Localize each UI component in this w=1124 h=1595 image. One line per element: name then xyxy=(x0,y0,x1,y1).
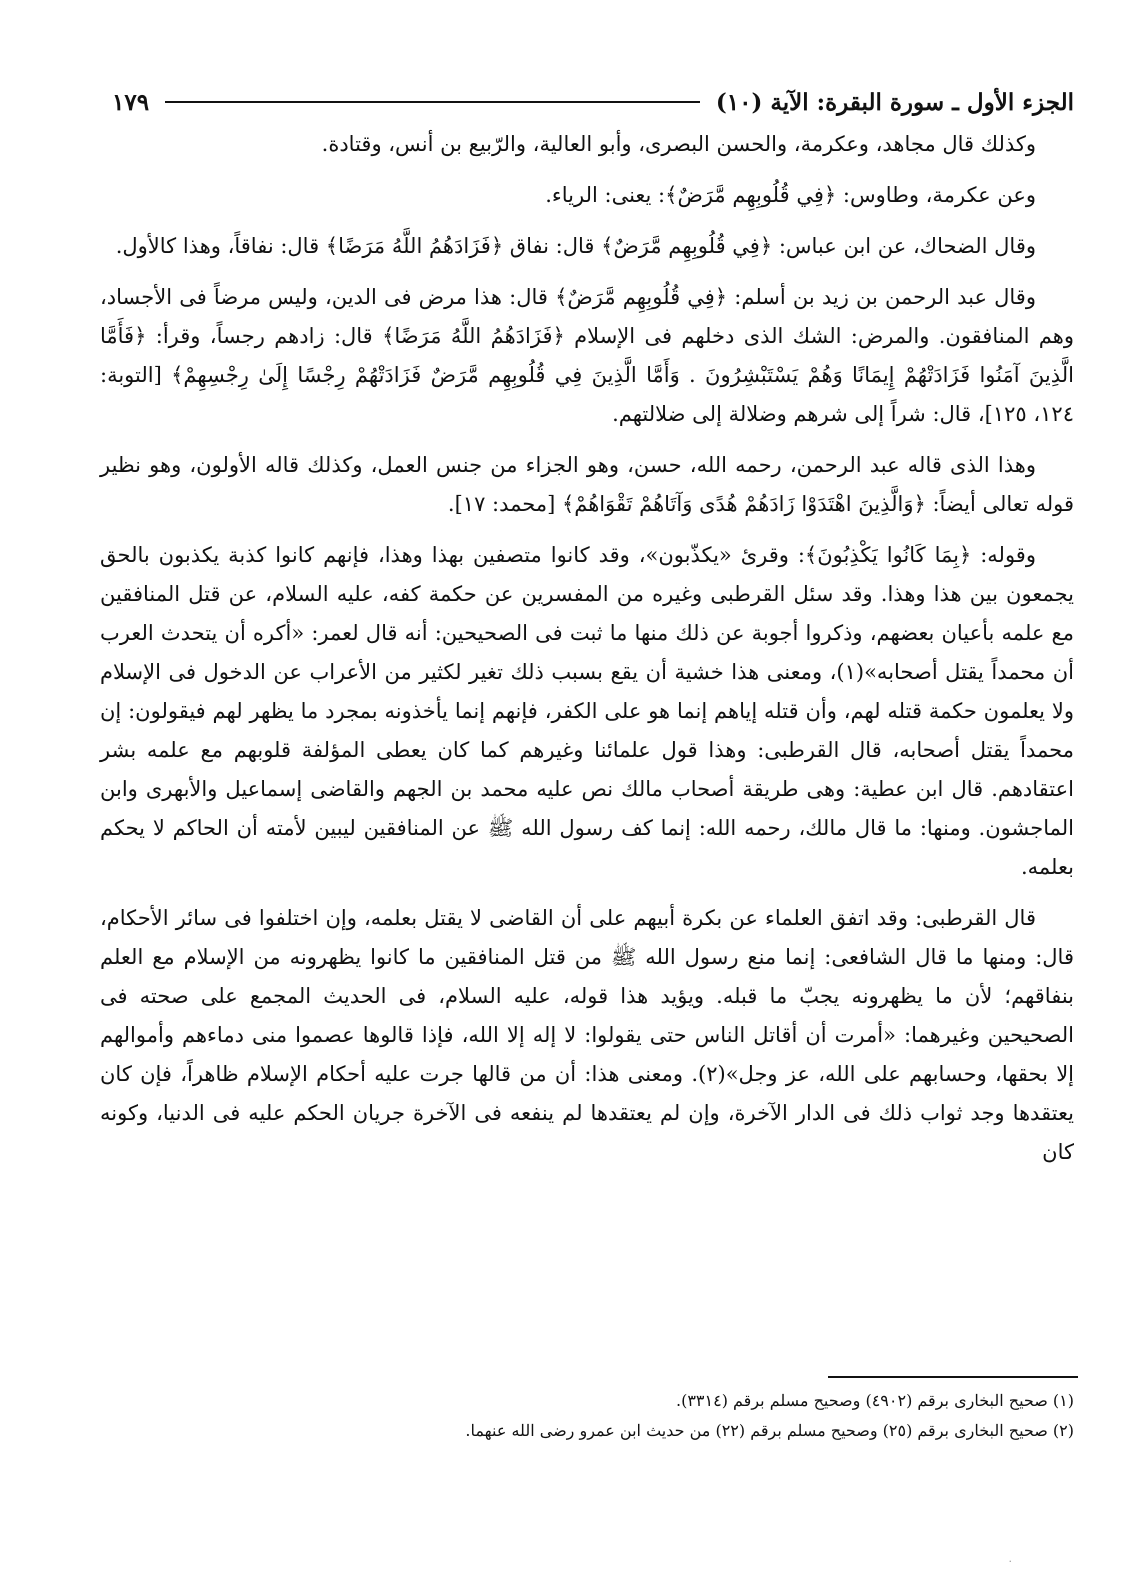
header-rule xyxy=(165,101,700,103)
body-text xyxy=(100,125,1074,1184)
bottom-mark: . xyxy=(1008,1552,1012,1565)
paragraph-5: وهذا الذى قاله عبد الرحمن، رحمه الله، حسن، وهو الجزاء من جنس العمل، وكذلك قاله الأولون، وهو نظير قوله تعالى أيضاً: ﴿وَالَّذِينَ اهْتَدَوْا زَادَهُمْ هُدًى وَآتَاهُمْ تَقْوَاهُمْ﴾ [محمد: ١٧]. xyxy=(100,453,1074,516)
footnote-2: (٢) صحيح البخارى برقم (٢٥) وصحيح مسلم برقم (٢٢) من حديث ابن عمرو رضى الله عنهما. xyxy=(465,1421,1074,1440)
header-title: الجزء الأول ـ سورة البقرة: الآية (١٠) xyxy=(715,88,1074,116)
paragraph-4: وقال عبد الرحمن بن زيد بن أسلم: ﴿فِي قُلُوبِهِم مَّرَضٌ﴾ قال: هذا مرض فى الدين، وليس مرضاً فى الأجساد، وهم المنافقون. والمرض: الشك الذى دخلهم فى الإسلام ﴿فَزَادَهُمُ اللَّهُ مَرَضًا﴾ قال: زادهم رجساً، وقرأ: ﴿فَأَمَّا الَّذِينَ آمَنُوا فَزَادَتْهُمْ إِيمَانًا وَهُمْ يَسْتَبْشِرُونَ . وَأَمَّا الَّذِينَ فِي قُلُوبِهِم مَّرَضٌ فَزَادَتْهُمْ رِجْسًا إِلَىٰ رِجْسِهِمْ﴾ [التوبة: ١٢٤، ١٢٥]، قال: شراً إلى شرهم وضلالة إلى ضلالتهم. xyxy=(100,285,1074,426)
paragraph-6: وقوله: ﴿بِمَا كَانُوا يَكْذِبُونَ﴾: وقرئ «يكذّبون»، وقد كانوا متصفين بهذا وهذا، فإنهم كانوا كذبة يكذبون بالحق يجمعون بين هذا وهذا. وقد سئل القرطبى وغيره من المفسرين عن حكمة كفه، عليه السلام، عن قتل المنافقين مع علمه بأعيان بعضهم، وذكروا أجوبة عن ذلك منها ما ثبت فى الصحيحين: أنه قال لعمر: «أكره أن يتحدث العرب أن محمداً يقتل أصحابه»(١)، ومعنى هذا خشية أن يقع بسبب ذلك تغير لكثير من الأعراب عن الدخول فى الإسلام ولا يعلمون حكمة قتله لهم، وأن قتله إياهم إنما هو على الكفر، فإنهم إنما يأخذونه بمجرد ما يظهر لهم فيقولون: إن محمداً يقتل أصحابه، قال القرطبى: وهذا قول علمائنا وغيرهم كما كان يعطى المؤلفة قلوبهم مع علمه بشر اعتقادهم. قال ابن عطية: وهى طريقة أصحاب مالك نص عليه محمد بن الجهم والقاضى إسماعيل والأبهرى وابن الماجشون. ومنها: ما قال مالك، رحمه الله: إنما كف رسول الله ﷺ عن المنافقين ليبين لأمته أن الحاكم لا يحكم بعلمه. xyxy=(100,543,1074,879)
running-header xyxy=(112,82,1074,122)
paragraph-7: قال القرطبى: وقد اتفق العلماء عن بكرة أبيهم على أن القاضى لا يقتل بعلمه، وإن اختلفوا فى سائر الأحكام، قال: ومنها ما قال الشافعى: إنما منع رسول الله ﷺ من قتل المنافقين ما كانوا يظهرونه من الإسلام مع العلم بنفاقهم؛ لأن ما يظهرونه يجبّ ما قبله. ويؤيد هذا قوله، عليه السلام، فى الحديث المجمع على صحته فى الصحيحين وغيرهما: «أمرت أن أقاتل الناس حتى يقولوا: لا إله إلا الله، فإذا قالوها عصموا منى دماءهم وأموالهم إلا بحقها، وحسابهم على الله، عز وجل»(٢). ومعنى هذا: أن من قالها جرت عليه أحكام الإسلام ظاهراً، فإن كان يعتقدها وجد ثواب ذلك فى الدار الآخرة، وإن لم يعتقدها لم ينفعه فى الآخرة جريان الحكم عليه فى الدنيا، وكونه كان xyxy=(100,906,1075,1164)
paragraph-2: وعن عكرمة، وطاوس: ﴿فِي قُلُوبِهِم مَّرَضٌ﴾: يعنى: الرياء. xyxy=(545,183,1036,207)
footnote-separator xyxy=(828,1376,1078,1378)
footnotes xyxy=(100,1386,1074,1446)
footnote-1: (١) صحيح البخارى برقم (٤٩٠٢) وصحيح مسلم برقم (٣٣١٤). xyxy=(676,1391,1074,1410)
paragraph-1: وكذلك قال مجاهد، وعكرمة، والحسن البصرى، وأبو العالية، والرّبيع بن أنس، وقتادة. xyxy=(321,132,1036,156)
paragraph-3: وقال الضحاك، عن ابن عباس: ﴿فِي قُلُوبِهِم مَّرَضٌ﴾ قال: نفاق ﴿فَزَادَهُمُ اللَّهُ مَرَضًا﴾ قال: نفاقاً، وهذا كالأول. xyxy=(115,234,1036,258)
page-number: ١٧٩ xyxy=(112,88,150,116)
